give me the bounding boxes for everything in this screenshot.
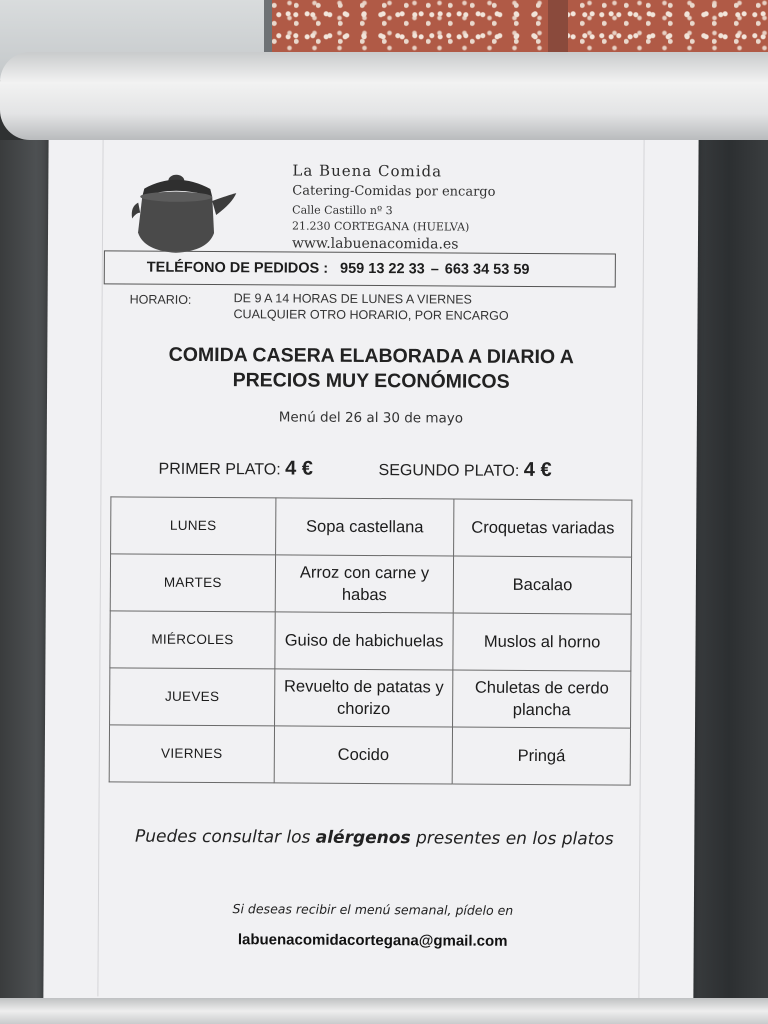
first-course-price <box>159 457 314 481</box>
brand-name: La Buena Comida <box>292 161 443 181</box>
headline <box>111 342 631 395</box>
menu-day: JUEVES <box>110 668 275 726</box>
address-city: 21.230 CORTEGANA (HUELVA) <box>292 219 470 234</box>
hours-line-2: CUALQUIER OTRO HORARIO, POR ENCARGO <box>233 307 509 323</box>
allergens-text-before: Puedes consultar los <box>135 826 316 848</box>
cooking-pot-icon <box>128 163 239 256</box>
menu-second-dish: Bacalao <box>453 556 631 614</box>
first-course-amount: 4 € <box>285 457 314 480</box>
hours-line-1: DE 9 A 14 HORAS DE LUNES A VIERNES <box>233 291 472 307</box>
menu-second-dish: Croquetas variadas <box>454 499 632 557</box>
headline-line-1: COMIDA CASERA ELABORADA A DIARIO A <box>168 343 574 369</box>
table-row <box>110 554 631 614</box>
weekly-menu-table <box>109 496 633 785</box>
menu-first-dish: Cocido <box>274 726 453 784</box>
menu-second-dish: Pringá <box>452 727 630 785</box>
menu-first-dish: Sopa castellana <box>275 498 454 556</box>
menu-second-dish: Muslos al horno <box>453 613 631 671</box>
second-course-label: SEGUNDO PLATO: <box>378 462 520 480</box>
allergens-emphasis: alérgenos <box>315 827 411 849</box>
second-course-amount: 4 € <box>523 458 552 482</box>
hours-label: HORARIO: <box>129 292 192 307</box>
menu-day: MIÉRCOLES <box>110 611 275 669</box>
phone-separator: – <box>430 261 439 278</box>
phone-number-1: 959 13 22 33 <box>340 260 425 278</box>
table-row <box>110 611 631 671</box>
website-link: www.labuenacomida.es <box>291 235 459 253</box>
menu-first-dish: Arroz con carne y habas <box>275 555 454 613</box>
window-glass-right <box>690 122 768 998</box>
menu-day: LUNES <box>111 497 276 555</box>
table-row <box>109 725 630 785</box>
window-rail-bottom <box>0 998 768 1024</box>
menu-dates: Menú del 26 al 30 de mayo <box>278 409 464 427</box>
weekly-menu-note: Si deseas recibir el menú semanal, pídelo en <box>232 901 514 918</box>
menu-first-dish: Guiso de habichuelas <box>275 612 454 670</box>
brand-tagline: Catering-Comidas por encargo <box>292 183 496 200</box>
contact-email: labuenacomidacortegana@gmail.com <box>237 931 508 950</box>
menu-flyer <box>43 122 698 1010</box>
orders-phone-box <box>104 250 616 287</box>
menu-day: VIERNES <box>109 725 274 783</box>
table-row <box>111 497 632 557</box>
address-street: Calle Castillo nº 3 <box>292 203 393 218</box>
phone-number-2: 663 34 53 59 <box>444 261 530 278</box>
first-course-label: PRIMER PLATO: <box>158 460 281 479</box>
menu-second-dish: Chuletas de cerdo plancha <box>453 670 631 728</box>
table-row <box>110 668 631 728</box>
second-course-price <box>379 458 552 482</box>
headline-line-2: PRECIOS MUY ECONÓMICOS <box>232 369 510 393</box>
window-rail-top <box>0 52 768 140</box>
orders-label: TELÉFONO DE PEDIDOS : <box>146 259 329 277</box>
allergens-note <box>94 826 654 849</box>
menu-first-dish: Revuelto de patatas y chorizo <box>274 669 453 727</box>
allergens-text-after: presentes en los platos <box>410 828 614 850</box>
menu-day: MARTES <box>110 554 275 612</box>
